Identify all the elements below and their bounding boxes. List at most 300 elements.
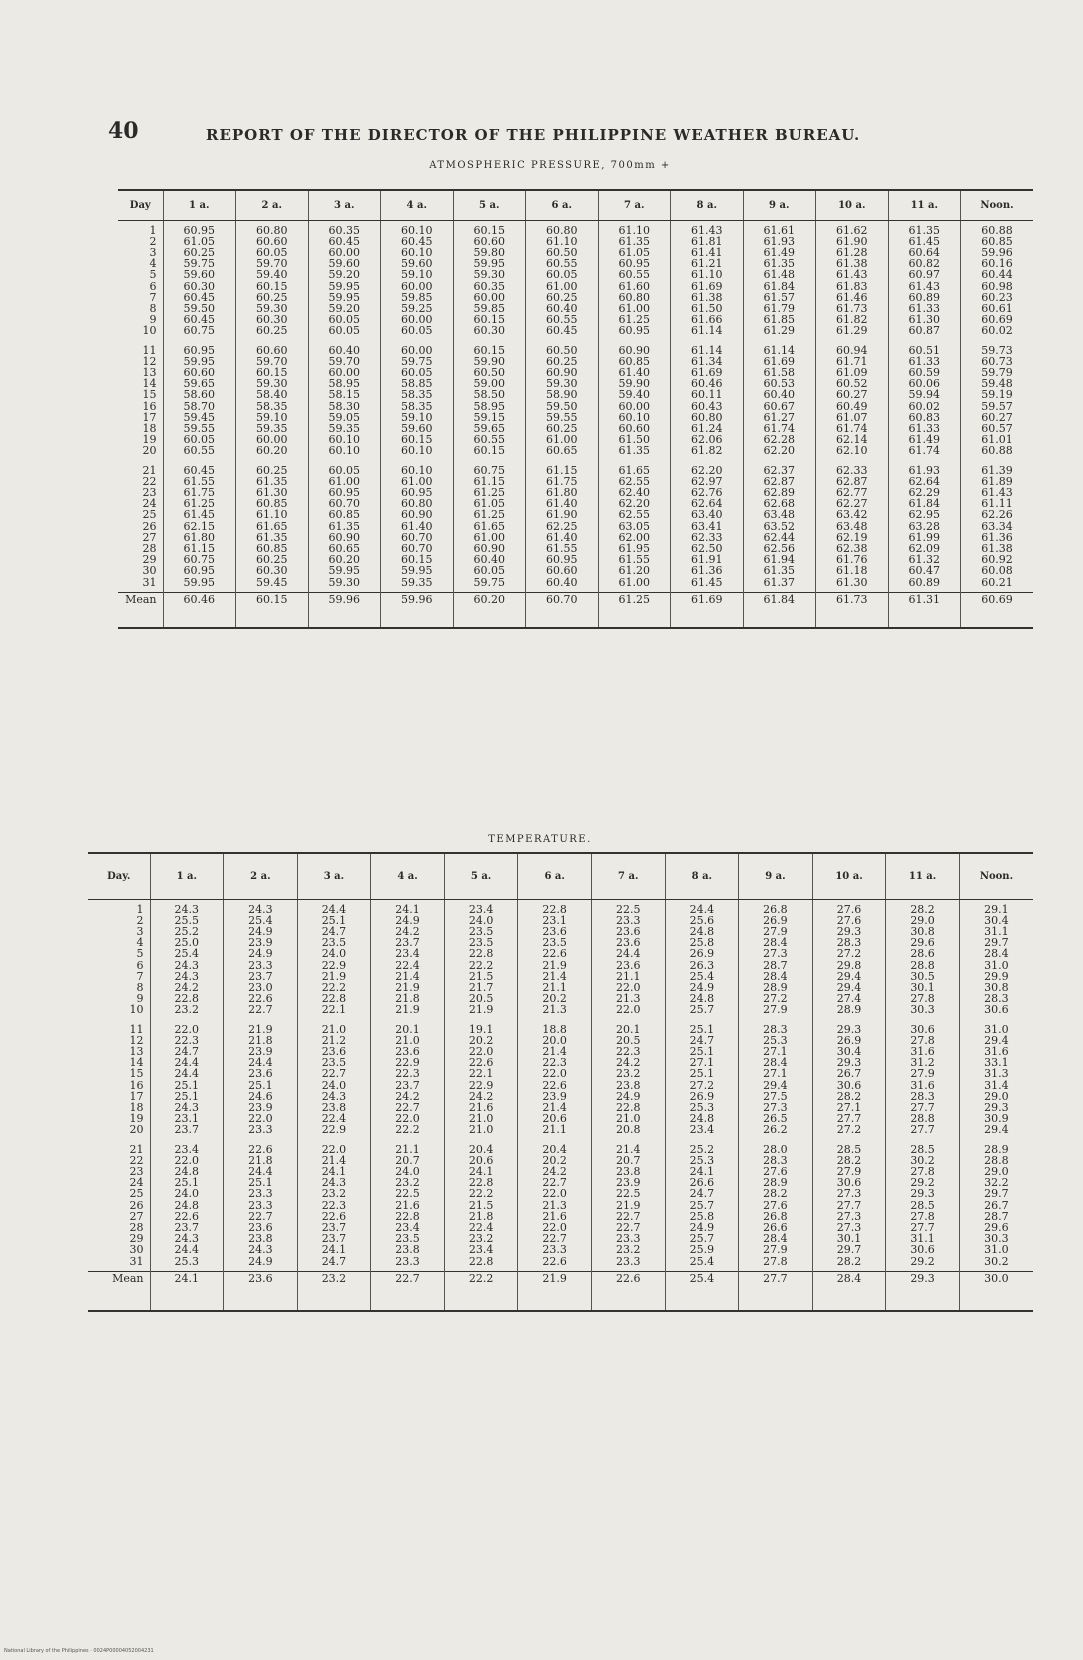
- temperature-value-cell: [444, 1020, 518, 1140]
- pressure-value: 60.00: [328, 245, 360, 259]
- temperature-value: 22.6: [542, 1254, 567, 1268]
- temperature-value: 26.7: [984, 1198, 1009, 1212]
- temperature-value: 22.7: [395, 1100, 420, 1114]
- temperature-value: 21.0: [395, 1033, 420, 1047]
- pressure-value: 61.99: [908, 530, 940, 544]
- temperature-value-cell: [371, 1020, 445, 1140]
- pressure-value: 61.35: [763, 257, 795, 271]
- pressure-value: 61.07: [836, 410, 868, 424]
- page-number: 40: [108, 118, 139, 144]
- pressure-value: 60.95: [618, 257, 650, 271]
- temperature-value: 25.1: [689, 1022, 715, 1036]
- pressure-value: 60.90: [401, 508, 433, 522]
- temperature-value: 23.7: [248, 969, 273, 983]
- pressure-value: 60.70: [328, 497, 360, 511]
- day-number: 21: [142, 463, 157, 477]
- pressure-value: 61.48: [763, 268, 795, 282]
- pressure-value-cell: [743, 461, 816, 593]
- temperature-value: 25.3: [689, 1153, 715, 1167]
- pressure-value: 59.10: [256, 410, 288, 424]
- temperature-value: 28.3: [763, 1153, 788, 1167]
- pressure-value: 59.20: [328, 301, 360, 315]
- pressure-value: 61.55: [183, 474, 215, 488]
- temperature-value: 30.3: [910, 1003, 935, 1017]
- pressure-value: 59.05: [328, 410, 360, 424]
- temperature-value: 31.1: [910, 1232, 935, 1246]
- temperature-value: 22.6: [542, 1078, 567, 1092]
- temperature-value: 28.8: [984, 1153, 1009, 1167]
- temperature-value: 26.6: [763, 1220, 788, 1234]
- pressure-value: 60.89: [908, 575, 940, 589]
- pressure-value: 60.80: [546, 223, 578, 237]
- pressure-value: 61.40: [546, 497, 578, 511]
- temperature-value: 20.4: [542, 1142, 567, 1156]
- temperature-value: 24.8: [689, 1112, 715, 1126]
- temperature-value: 23.3: [248, 1198, 273, 1212]
- temperature-value: 28.7: [984, 1209, 1009, 1223]
- pressure-value: 60.05: [256, 245, 288, 259]
- temperature-value: 29.3: [836, 1056, 862, 1070]
- pressure-value-cell: [236, 341, 309, 461]
- pressure-value: 62.77: [836, 485, 868, 499]
- temperature-day-cell: [88, 1020, 150, 1140]
- pressure-value: 59.35: [328, 421, 360, 435]
- temperature-value: 21.4: [542, 1100, 567, 1114]
- temperature-value: 29.9: [984, 969, 1009, 983]
- pressure-value: 62.15: [183, 519, 215, 533]
- temperature-value-cell: [518, 1020, 592, 1140]
- pressure-value: 61.71: [836, 354, 868, 368]
- temperature-value: 22.0: [542, 1220, 567, 1234]
- pressure-col-header: 9 a.: [743, 190, 816, 220]
- temperature-value: 23.5: [321, 936, 347, 950]
- temperature-value: 21.2: [321, 1033, 347, 1047]
- pressure-value: 60.82: [908, 257, 940, 271]
- pressure-value: 60.60: [546, 564, 578, 578]
- pressure-value: 59.40: [618, 388, 650, 402]
- pressure-value: 58.60: [183, 388, 215, 402]
- pressure-value: 59.60: [401, 421, 433, 435]
- day-number: 27: [142, 530, 157, 544]
- day-number: 31: [129, 1254, 144, 1268]
- pressure-value: 60.27: [981, 410, 1013, 424]
- pressure-value: 61.50: [691, 301, 723, 315]
- pressure-value: 60.47: [908, 564, 940, 578]
- temperature-value: 26.9: [689, 947, 715, 961]
- pressure-value: 62.95: [908, 508, 940, 522]
- pressure-value: 61.30: [908, 313, 940, 327]
- pressure-value: 61.69: [763, 354, 795, 368]
- pressure-col-header: 2 a.: [236, 190, 309, 220]
- temperature-value: 18.8: [542, 1022, 567, 1036]
- temperature-value: 25.1: [174, 1176, 200, 1190]
- temperature-value: 21.0: [616, 1112, 641, 1126]
- temperature-value: 21.9: [321, 969, 347, 983]
- temperature-value: 30.6: [984, 1003, 1009, 1017]
- temperature-value: 21.6: [468, 1100, 494, 1114]
- pressure-value: 62.33: [836, 463, 868, 477]
- pressure-value: 59.90: [618, 377, 650, 391]
- pressure-value: 60.57: [981, 421, 1013, 435]
- temperature-value: 29.1: [984, 902, 1009, 916]
- pressure-value: 58.95: [328, 377, 360, 391]
- temperature-value: 23.6: [248, 1067, 273, 1081]
- pressure-value: 60.45: [546, 324, 578, 338]
- pressure-value: 59.35: [256, 421, 288, 435]
- pressure-value: 62.25: [546, 519, 578, 533]
- temperature-value-cell: [150, 1020, 224, 1140]
- temperature-value: 22.1: [468, 1067, 494, 1081]
- temperature-col-header: Day.: [88, 853, 150, 899]
- temperature-value: 23.6: [616, 958, 641, 972]
- pressure-value: 61.84: [908, 497, 940, 511]
- pressure-value: 61.55: [546, 541, 578, 555]
- temperature-value: 22.5: [395, 1187, 420, 1201]
- pressure-value: 60.95: [183, 343, 215, 357]
- pressure-value-cell: [526, 461, 599, 593]
- pressure-value: 62.97: [691, 474, 723, 488]
- pressure-value-cell: [163, 461, 236, 593]
- temperature-value: 21.6: [542, 1209, 567, 1223]
- temperature-value: 28.2: [836, 1153, 862, 1167]
- temperature-value: 24.4: [174, 1243, 200, 1257]
- pressure-value: 62.50: [691, 541, 723, 555]
- temperature-value: 28.5: [910, 1198, 935, 1212]
- pressure-mean-value: 60.70: [526, 592, 599, 628]
- pressure-value-cell: [598, 341, 671, 461]
- temperature-value: 30.1: [910, 980, 935, 994]
- pressure-value: 60.70: [401, 541, 433, 555]
- temperature-value: 22.6: [468, 1056, 494, 1070]
- pressure-value: 60.49: [836, 399, 868, 413]
- pressure-value: 59.10: [401, 268, 433, 282]
- pressure-value: 62.14: [836, 433, 868, 447]
- pressure-value-cell: [671, 220, 744, 341]
- temperature-value: 22.8: [468, 947, 494, 961]
- pressure-value-cell: [888, 461, 961, 593]
- pressure-value: 59.79: [981, 365, 1013, 379]
- pressure-value: 59.85: [401, 290, 433, 304]
- day-number: 23: [129, 1164, 144, 1178]
- temperature-value: 29.7: [984, 1187, 1009, 1201]
- pressure-value: 60.25: [183, 245, 215, 259]
- temperature-value: 21.9: [616, 1198, 641, 1212]
- temperature-value: 25.7: [689, 1232, 715, 1246]
- pressure-value: 60.43: [691, 399, 723, 413]
- temperature-value: 28.9: [984, 1142, 1009, 1156]
- temperature-value: 22.0: [321, 1142, 347, 1156]
- pressure-col-header: 3 a.: [308, 190, 381, 220]
- temperature-col-header: 4 a.: [371, 853, 445, 899]
- day-number: 25: [142, 508, 157, 522]
- temperature-value-cell: [959, 899, 1033, 1020]
- temperature-value: 25.7: [689, 1003, 715, 1017]
- pressure-value: 59.65: [473, 421, 505, 435]
- temperature-value: 30.2: [984, 1254, 1009, 1268]
- temperature-value: 21.0: [468, 1123, 494, 1137]
- temperature-value-cell: [224, 1020, 298, 1140]
- pressure-value: 60.00: [618, 399, 650, 413]
- temperature-value: 20.1: [616, 1022, 641, 1036]
- temperature-value: 26.8: [763, 1209, 788, 1223]
- temperature-day-group: [88, 1140, 1033, 1272]
- temperature-value: 22.1: [321, 1003, 347, 1017]
- temperature-value: 22.0: [616, 980, 641, 994]
- temperature-value: 24.9: [689, 1220, 715, 1234]
- pressure-value: 61.57: [763, 290, 795, 304]
- pressure-value: 61.00: [546, 279, 578, 293]
- pressure-mean-value: 59.96: [308, 592, 381, 628]
- temperature-value: 25.1: [689, 1044, 715, 1058]
- temperature-value-cell: [739, 899, 813, 1020]
- day-number: 24: [129, 1176, 144, 1190]
- temperature-value: 24.8: [689, 924, 715, 938]
- temperature-value: 29.4: [836, 969, 862, 983]
- pressure-value-cell: [308, 461, 381, 593]
- pressure-value: 63.40: [691, 508, 723, 522]
- temperature-value: 24.3: [321, 1089, 347, 1103]
- temperature-col-header: 5 a.: [444, 853, 518, 899]
- pressure-value: 60.45: [401, 234, 433, 248]
- pressure-value: 61.21: [691, 257, 723, 271]
- temperature-value: 23.5: [468, 924, 494, 938]
- temperature-value: 25.5: [174, 913, 200, 927]
- pressure-value: 61.35: [908, 223, 940, 237]
- pressure-value: 59.95: [328, 564, 360, 578]
- pressure-value: 62.20: [763, 444, 795, 458]
- temperature-value: 30.1: [836, 1232, 862, 1246]
- temperature-value: 22.0: [248, 1112, 273, 1126]
- temperature-value: 27.7: [910, 1123, 935, 1137]
- temperature-day-cell: [88, 1140, 150, 1272]
- pressure-value: 60.30: [256, 564, 288, 578]
- day-number: 11: [142, 343, 157, 357]
- temperature-value: 31.1: [984, 924, 1009, 938]
- temperature-value: 27.3: [836, 1209, 862, 1223]
- pressure-value: 61.30: [256, 485, 288, 499]
- temperature-value: 25.8: [689, 936, 715, 950]
- pressure-value: 61.35: [763, 564, 795, 578]
- temperature-value: 24.9: [616, 1089, 641, 1103]
- temperature-value: 24.2: [468, 1089, 494, 1103]
- pressure-mean-value: 61.25: [598, 592, 671, 628]
- pressure-col-header: 5 a.: [453, 190, 526, 220]
- temperature-value: 27.1: [836, 1100, 862, 1114]
- temperature-value: 23.6: [321, 1044, 347, 1058]
- day-number: 22: [142, 474, 157, 488]
- pressure-value: 61.40: [618, 365, 650, 379]
- temperature-value-cell: [591, 1020, 665, 1140]
- pressure-day-cell: [118, 341, 163, 461]
- temperature-value: 27.8: [910, 1209, 935, 1223]
- pressure-value: 61.46: [836, 290, 868, 304]
- temperature-value-cell: [371, 899, 445, 1020]
- pressure-value: 61.76: [836, 553, 868, 567]
- temperature-value: 23.5: [468, 936, 494, 950]
- temperature-value: 25.4: [248, 913, 273, 927]
- pressure-value: 60.60: [256, 234, 288, 248]
- temperature-value: 30.2: [910, 1153, 935, 1167]
- pressure-value: 60.61: [981, 301, 1013, 315]
- pressure-value: 60.60: [183, 365, 215, 379]
- day-number: 13: [142, 365, 157, 379]
- pressure-value: 61.09: [836, 365, 868, 379]
- temperature-value: 24.2: [174, 980, 200, 994]
- temperature-value: 22.0: [468, 1044, 494, 1058]
- temperature-value: 22.8: [395, 1209, 420, 1223]
- temperature-value: 27.1: [689, 1056, 715, 1070]
- pressure-value: 61.00: [546, 433, 578, 447]
- temperature-value: 22.7: [542, 1232, 567, 1246]
- pressure-value: 61.25: [473, 485, 505, 499]
- temperature-value: 28.5: [910, 1142, 935, 1156]
- pressure-value: 61.49: [908, 433, 940, 447]
- temperature-value: 21.4: [616, 1142, 641, 1156]
- pressure-value: 60.45: [183, 463, 215, 477]
- temperature-col-header: 7 a.: [591, 853, 665, 899]
- pressure-value: 59.30: [328, 575, 360, 589]
- temperature-value: 29.4: [984, 1123, 1009, 1137]
- temperature-value: 29.4: [836, 980, 862, 994]
- temperature-value: 28.3: [910, 1089, 935, 1103]
- temperature-value: 24.2: [616, 1056, 641, 1070]
- pressure-value-cell: [743, 220, 816, 341]
- pressure-value: 61.45: [908, 234, 940, 248]
- temperature-value: 24.9: [248, 1254, 273, 1268]
- temperature-value: 20.5: [616, 1033, 641, 1047]
- temperature-value-cell: [297, 1020, 371, 1140]
- pressure-col-header: Noon.: [961, 190, 1034, 220]
- day-number: 14: [129, 1056, 144, 1070]
- temperature-value: 27.1: [763, 1044, 788, 1058]
- temperature-col-header: 2 a.: [224, 853, 298, 899]
- pressure-value: 60.60: [618, 421, 650, 435]
- pressure-value: 58.40: [256, 388, 288, 402]
- pressure-value-cell: [816, 220, 889, 341]
- day-number: 18: [142, 421, 157, 435]
- pressure-value: 60.90: [618, 343, 650, 357]
- pressure-value-cell: [381, 461, 454, 593]
- pressure-value: 60.11: [691, 388, 723, 402]
- day-number: 15: [129, 1067, 144, 1081]
- day-number: 26: [142, 519, 157, 533]
- temperature-value: 28.7: [763, 958, 788, 972]
- pressure-value: 61.35: [328, 519, 360, 533]
- temperature-value-cell: [518, 1140, 592, 1272]
- temperature-value-cell: [959, 1020, 1033, 1140]
- temperature-value-cell: [812, 899, 886, 1020]
- pressure-value: 60.89: [908, 290, 940, 304]
- day-number: 14: [142, 377, 157, 391]
- day-number: 12: [142, 354, 157, 368]
- library-footer: National Library of the Philippines · 0024P00004052004231: [4, 1648, 154, 1654]
- temperature-value: 28.0: [763, 1142, 788, 1156]
- pressure-value: 60.15: [473, 343, 505, 357]
- pressure-value: 60.90: [546, 365, 578, 379]
- temperature-value: 20.1: [395, 1022, 420, 1036]
- pressure-value: 60.15: [256, 279, 288, 293]
- day-number: 8: [136, 980, 144, 994]
- temperature-value: 28.2: [836, 1254, 862, 1268]
- temperature-value: 21.1: [542, 1123, 567, 1137]
- pressure-value: 60.45: [183, 290, 215, 304]
- pressure-value: 59.85: [473, 301, 505, 315]
- temperature-value: 28.2: [836, 1089, 862, 1103]
- pressure-value: 61.25: [473, 508, 505, 522]
- pressure-value: 61.28: [836, 245, 868, 259]
- pressure-value: 60.88: [981, 223, 1013, 237]
- pressure-value: 61.90: [836, 234, 868, 248]
- pressure-value: 59.45: [183, 410, 215, 424]
- pressure-value: 61.93: [908, 463, 940, 477]
- temperature-value: 21.9: [248, 1022, 273, 1036]
- pressure-value: 60.15: [256, 365, 288, 379]
- temperature-value: 22.6: [248, 1142, 273, 1156]
- temperature-mean-value: 30.0: [959, 1271, 1033, 1311]
- day-number: 28: [142, 541, 157, 555]
- pressure-value: 63.28: [908, 519, 940, 533]
- pressure-value: 61.35: [256, 530, 288, 544]
- pressure-value: 60.46: [691, 377, 723, 391]
- pressure-mean-row: [118, 592, 1033, 628]
- temperature-value: 23.1: [174, 1112, 200, 1126]
- day-number: 21: [129, 1142, 144, 1156]
- pressure-value: 61.65: [618, 463, 650, 477]
- day-number: 4: [136, 936, 144, 950]
- temperature-value: 28.9: [836, 1003, 862, 1017]
- pressure-value-cell: [308, 220, 381, 341]
- page-header: [108, 118, 1038, 148]
- temperature-value: 24.7: [689, 1033, 715, 1047]
- day-number: 19: [142, 433, 157, 447]
- pressure-value-cell: [671, 341, 744, 461]
- temperature-value: 23.6: [248, 1220, 273, 1234]
- day-number: 10: [142, 324, 157, 338]
- temperature-value: 22.9: [321, 958, 347, 972]
- pressure-col-header: Day: [118, 190, 163, 220]
- pressure-value: 60.45: [183, 313, 215, 327]
- temperature-value-cell: [371, 1140, 445, 1272]
- pressure-value: 63.52: [763, 519, 795, 533]
- temperature-value: 22.4: [321, 1112, 347, 1126]
- pressure-value: 60.25: [256, 463, 288, 477]
- pressure-value: 61.36: [981, 530, 1013, 544]
- temperature-value: 29.3: [984, 1100, 1009, 1114]
- temperature-value: 27.6: [763, 1164, 788, 1178]
- pressure-value: 60.20: [256, 444, 288, 458]
- temperature-mean-value: 24.1: [150, 1271, 224, 1311]
- pressure-value: 60.55: [183, 444, 215, 458]
- temperature-value: 29.2: [910, 1254, 935, 1268]
- pressure-value: 60.06: [908, 377, 940, 391]
- temperature-value: 22.8: [468, 1176, 494, 1190]
- temperature-value: 25.3: [763, 1033, 788, 1047]
- pressure-value: 61.10: [691, 268, 723, 282]
- temperature-value: 27.8: [763, 1254, 788, 1268]
- pressure-value-cell: [381, 220, 454, 341]
- day-number: 1: [136, 902, 144, 916]
- pressure-value-cell: [598, 461, 671, 593]
- day-number: 31: [142, 575, 157, 589]
- pressure-value-cell: [961, 220, 1034, 341]
- temperature-value-cell: [591, 899, 665, 1020]
- temperature-value: 23.3: [248, 1123, 273, 1137]
- day-number: 11: [129, 1022, 144, 1036]
- temperature-table-title: TEMPERATURE.: [488, 834, 592, 845]
- pressure-value: 62.33: [691, 530, 723, 544]
- pressure-value: 62.19: [836, 530, 868, 544]
- pressure-value: 59.80: [473, 245, 505, 259]
